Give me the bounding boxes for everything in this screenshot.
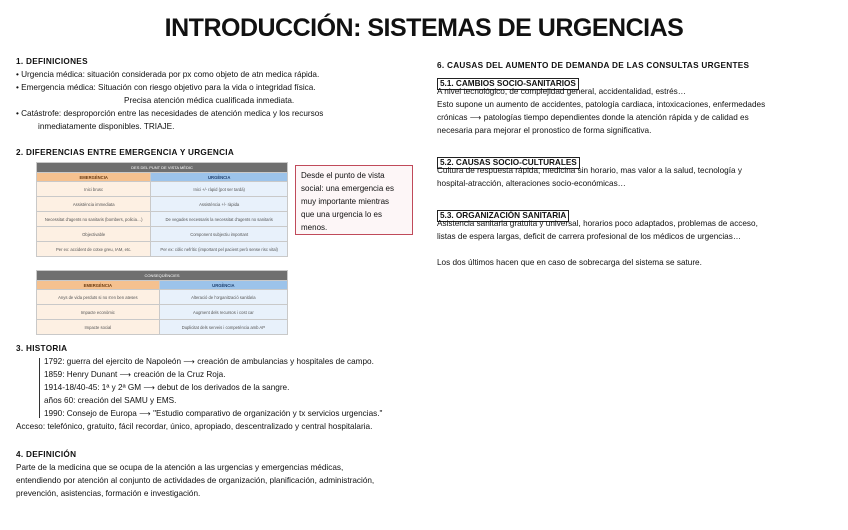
column-header-emergencia: EMERGÈNCIA	[37, 281, 160, 290]
section-2-heading: 2. DIFERENCIAS ENTRE EMERGENCIA Y URGENCIA	[16, 148, 235, 157]
closing-note: Los dos últimos hacen que en caso de sobrecarga del sistema se sature.	[437, 258, 702, 267]
paragraph-line: Esto supone un aumento de accidentes, patología cardiaca, intoxicaciones, enfermedades	[437, 100, 766, 109]
paragraph-line: hospital-atracción, alteraciones socio-económicas…	[437, 179, 626, 188]
page-title: INTRODUCCIÓN: SISTEMAS DE URGENCIAS	[164, 14, 684, 42]
subsection-label: 5.3. ORGANIZACIÓN SANITARIA	[437, 210, 569, 222]
paragraph-line: Cultura de respuesta rápida, medicina sin horario, mas valor a la salud, tecnología y	[437, 166, 742, 175]
table-caption: CONSEQÜÈNCIES	[37, 271, 288, 281]
definition-line: entendiendo por atención al conjunto de actividades de organización, planificación, administración,	[16, 476, 375, 485]
access-line: Acceso: telefónico, gratuito, fácil recordar, único, apropiado, descentralizado y central hospitalaria.	[16, 422, 373, 431]
note-line: Desde el punto de vista	[301, 171, 385, 180]
table-cell: Augment dels recursos i cost car	[159, 305, 287, 320]
note-line: muy importante mientras	[301, 197, 390, 206]
history-item: 1792: guerra del ejercito de Napoleón ⟶ creación de ambulancias y hospitales de campo.	[44, 357, 374, 366]
section-3-heading: 3. HISTORIA	[16, 344, 68, 353]
paragraph-line: A nivel tecnológico, de complejidad general, accidentalidad, estrés…	[437, 87, 686, 96]
subsection-label: 5.2. CAUSAS SOCIO-CULTURALES	[437, 157, 580, 169]
table-cell: De vegades necessaris la necessitat d'agents no sanitaris	[151, 212, 288, 227]
table-row	[37, 320, 288, 335]
medical-view-table	[36, 162, 288, 257]
definition-emergencia: • Emergencia médica: Situación con riesgo objetivo para la vida o integridad física.	[16, 83, 316, 92]
table-cell: Objectivable	[37, 227, 151, 242]
table-cell: Anys de vida perduts si no s'en ben ateses	[37, 290, 160, 305]
table-cell: Inici +/- ràpid (pot ser tardà)	[151, 182, 288, 197]
table-caption: DES DEL PUNT DE VISTA MÈDIC	[37, 163, 288, 173]
table-cell: Component subjectiu important	[151, 227, 288, 242]
paragraph-line: listas de espera largas, deficit de carrera profesional de los médicos de urgencias…	[437, 232, 742, 241]
paragraph-line: Asistencia sanitaria gratuita y universal, horarios poco adaptados, problemas de acceso,	[437, 219, 758, 228]
history-item: años 60: creación del SAMU y EMS.	[44, 396, 177, 405]
column-header-urgencia: URGÈNCIA	[159, 281, 287, 290]
table-cell: Assistència immediata	[37, 197, 151, 212]
consequences-table	[36, 270, 288, 335]
table-cell: Impacte social	[37, 320, 160, 335]
definition-catastrofe-cont: inmediatamente disponibles. TRIAJE.	[38, 122, 175, 131]
note-line: social: una emergencia es	[301, 184, 394, 193]
definition-urgencia: • Urgencia médica: situación considerada por px como objeto de atn medica rápida.	[16, 70, 320, 79]
table-cell: Inici brusc	[37, 182, 151, 197]
definition-line: prevención, asistencias, formación e investigación.	[16, 489, 201, 498]
social-view-note	[295, 165, 413, 235]
table-cell: Per ex: còlic nefrític (important pel pacient però sense risc vital)	[151, 242, 288, 257]
definition-emergencia-cont: Precisa atención médica cualificada inmediata.	[124, 96, 295, 105]
section-4-heading: 4. DEFINICIÓN	[16, 450, 77, 459]
table-cell: Assistència +/- ràpida	[151, 197, 288, 212]
paragraph-line: necesaria para mejorar el pronostico de forma significativa.	[437, 126, 652, 135]
section-6-heading: 6. CAUSAS DEL AUMENTO DE DEMANDA DE LAS CONSULTAS URGENTES	[437, 61, 750, 70]
timeline-brace	[39, 358, 40, 418]
table-cell: Necessitat d'agents no sanitaris (bombers, policia…)	[37, 212, 151, 227]
table-cell: Alteració de l'organització sanitària	[159, 290, 287, 305]
history-item: 1914-18/40-45: 1ª y 2ª GM ⟶ debut de los derivados de la sangre.	[44, 383, 290, 392]
history-item: 1990: Consejo de Europa ⟶ "Estudio comparativo de organización y tx servicios urgencias."	[44, 409, 383, 418]
table-cell: Impacte econòmic	[37, 305, 160, 320]
table-cell: Duplicitat dels serveis i competència amb AP	[159, 320, 287, 335]
definition-catastrofe: • Catástrofe: desproporción entre las necesidades de atención medica y los recursos	[16, 109, 324, 118]
table-cell: Per ex: accident de cotxe greu, IAM, etc.	[37, 242, 151, 257]
table-row	[37, 212, 288, 227]
table-row	[37, 227, 288, 242]
table-row	[37, 182, 288, 197]
table-row	[37, 305, 288, 320]
history-item: 1859: Henry Dunant ⟶ creación de la Cruz Roja.	[44, 370, 226, 379]
subsection-label: 5.1. CAMBIOS SOCIO-SANITARIOS	[437, 78, 579, 90]
note-line: que una urgencia lo es	[301, 210, 382, 219]
paragraph-line: crónicas ⟶ patologías tiempo dependientes donde la atención rápida y de calidad es	[437, 113, 749, 122]
note-line: menos.	[301, 223, 328, 232]
section-1-heading: 1. DEFINICIONES	[16, 57, 88, 66]
definition-line: Parte de la medicina que se ocupa de la atención a las urgencias y emergencias médicas,	[16, 463, 344, 472]
column-header-urgencia: URGÈNCIA	[151, 173, 288, 182]
column-header-emergencia: EMERGÈNCIA	[37, 173, 151, 182]
table-row	[37, 197, 288, 212]
table-row	[37, 290, 288, 305]
table-row	[37, 242, 288, 257]
